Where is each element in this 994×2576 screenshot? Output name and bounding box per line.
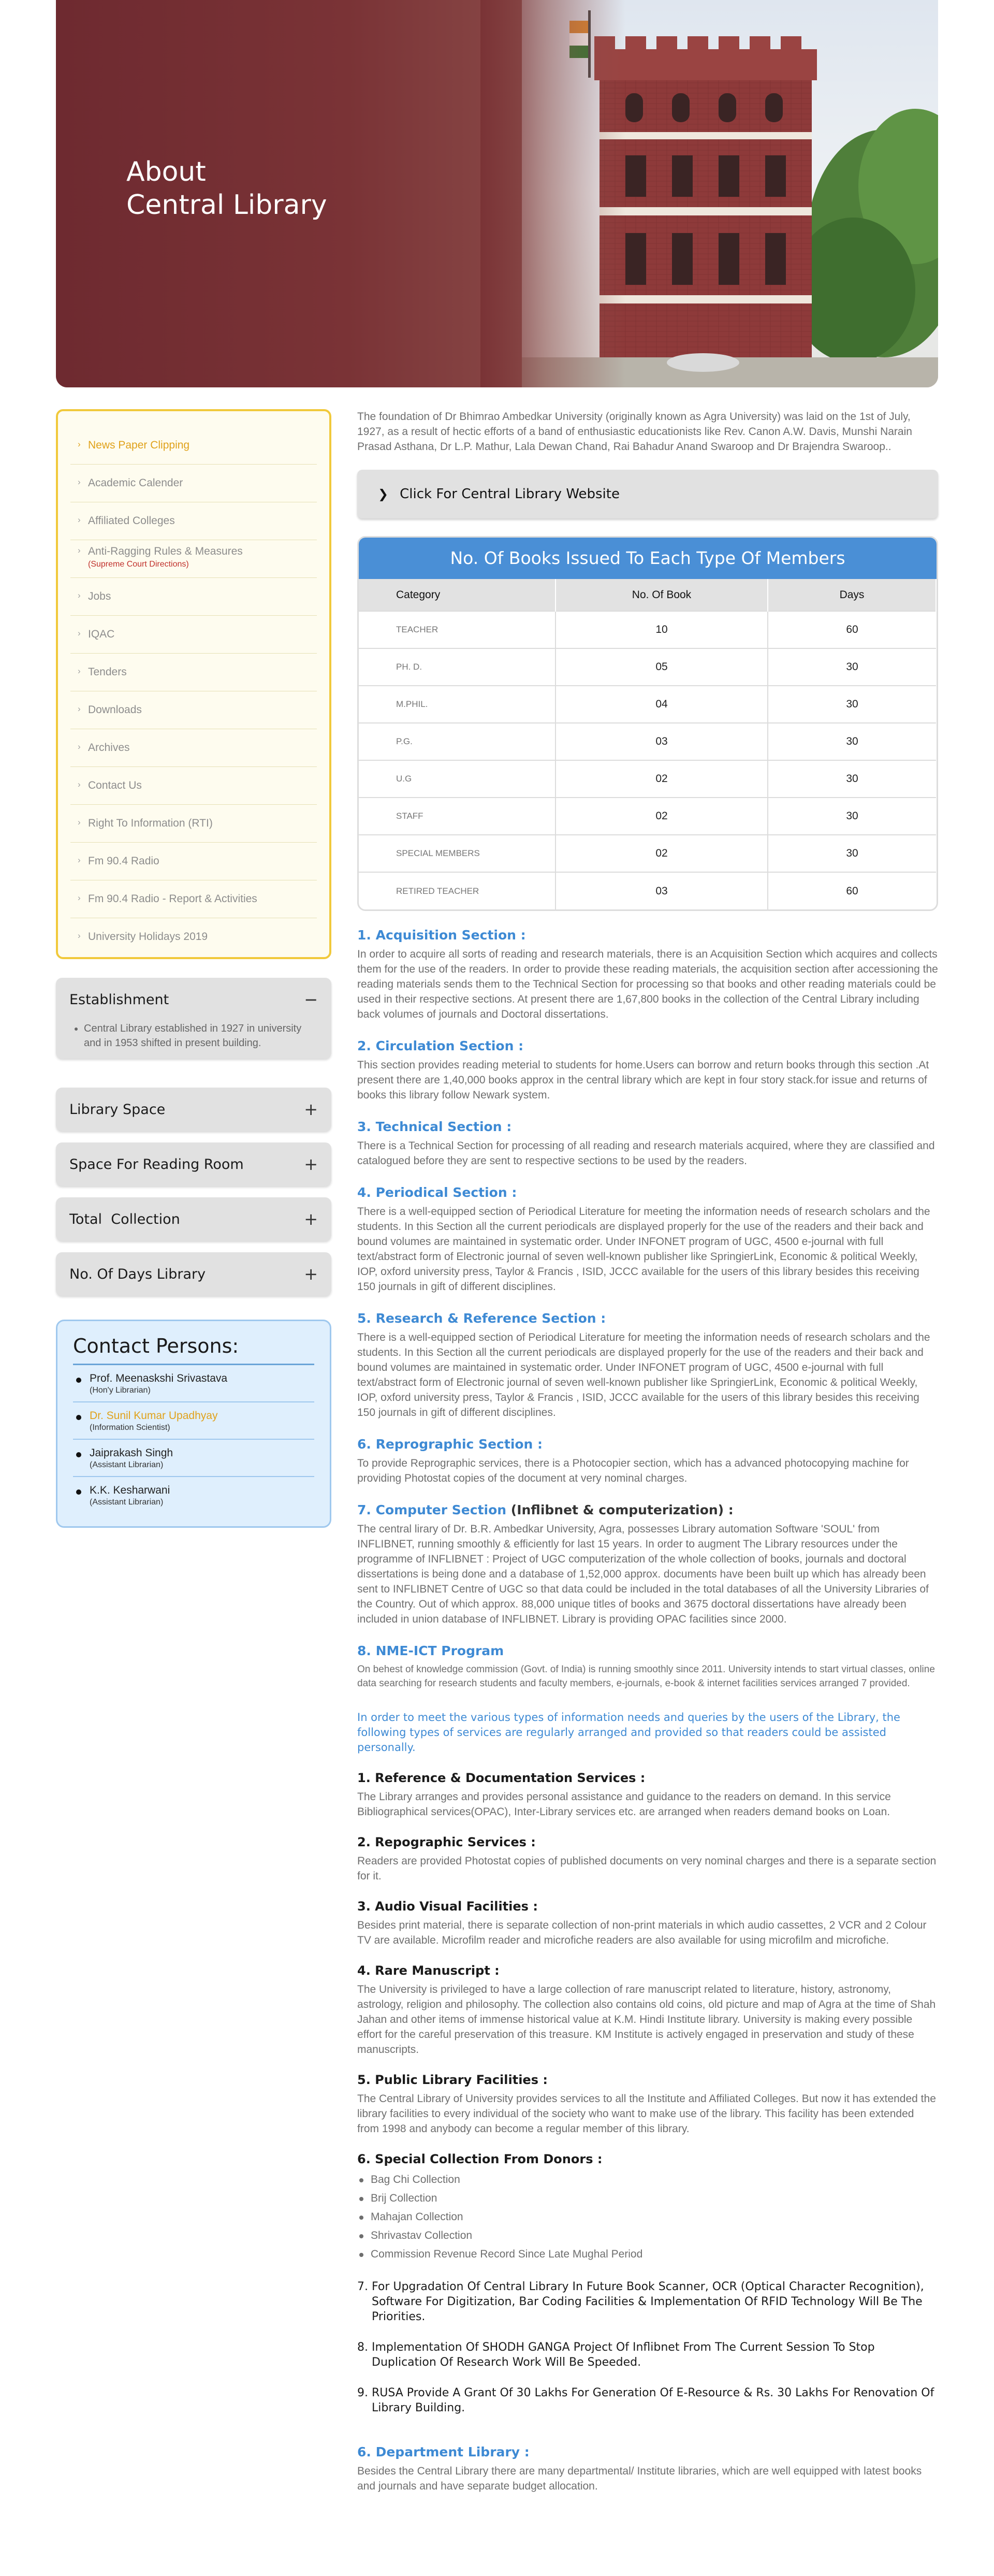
- cell-days: 30: [768, 686, 936, 723]
- accordion-title: No. Of Days Library: [69, 1266, 206, 1282]
- cell-category: PH. D.: [359, 648, 556, 686]
- contact-persons-title: Contact Persons:: [73, 1335, 314, 1365]
- accordion-title: Establishment: [69, 991, 169, 1008]
- section-text-computer: The central lirary of Dr. B.R. Ambedkar University, Agra, possesses Library automation Software 'SOUL' from INFLIBNET, running smoothly & efficiently for last 15 years. In order to augment The Library resources under the programme of INFLIBNET : Project of UGC computerization of the whole collection of books, journals and doctoral dissertations is being done and a database of 1,52,000 approx. documents have been built up which has already been sent to INFLIBNET Centre of UGC so that data could be included in the total databases of all the University Libraries of the Country. Out of which approx. 88,000 unique titles of books and 3675 doctoral dissertations have already been included in union database of INFLIBNET. Library is providing OPAC facilities since 2000.: [357, 1523, 929, 1625]
- hero-gradient-overlay: [480, 0, 625, 387]
- service-text-rare-manuscript: The University is privileged to have a large collection of rare manuscript related to literature, history, astronomy, astrology, religion and philosophy. The collection also contains old coins, old picture and map of Agra at the time of Shah Jahan and other items of immense historical value at K.M. Hindi Institute library. University is making every possible effort for the careful preservation of this treasure. KM Institute is actively engaged in preservation and study of these manuscripts.: [357, 1984, 936, 2056]
- expand-icon[interactable]: +: [304, 1154, 318, 1174]
- bullet-icon: [76, 1415, 81, 1420]
- cell-books: 03: [556, 872, 768, 909]
- cell-books: 04: [556, 686, 768, 723]
- page-title: [126, 155, 327, 222]
- chevron-right-icon: ›: [78, 704, 81, 714]
- contact-role: (Assistant Librarian): [90, 1460, 164, 1469]
- sidebar-link-label: Jobs: [88, 590, 111, 602]
- sidebar-link-archives[interactable]: [70, 729, 317, 767]
- contact-name-link[interactable]: Dr. Sunil Kumar Upadhyay: [90, 1410, 218, 1422]
- sidebar-link-university-holidays[interactable]: [70, 918, 317, 956]
- donors-list: [357, 2170, 938, 2264]
- sidebar-link-sublabel: (Supreme Court Directions): [88, 560, 189, 569]
- accordion-header[interactable]: [56, 1252, 331, 1296]
- cell-days: 60: [768, 872, 936, 909]
- contact-role: (Information Scientist): [90, 1423, 170, 1432]
- expand-icon[interactable]: +: [304, 1099, 318, 1119]
- accordion-body-text: • Central Library established in 1927 in university and in 1953 shifted in present building.: [84, 1021, 318, 1050]
- contact-name: K.K. Kesharwani: [90, 1484, 170, 1496]
- numbered-point-7: 7. For Upgradation Of Central Library In Future Book Scanner, OCR (Optical Character Recognition), Software For Digitization, Bar Coding Facilities & Implementation Of RFID Technology Will Be The Priorities.: [357, 2280, 924, 2323]
- sidebar-link-label: Anti-Ragging Rules & Measures: [88, 545, 243, 557]
- sidebar-link-label: Tenders: [88, 666, 127, 678]
- table-row: [359, 648, 936, 686]
- sidebar-link-academic-calender[interactable]: [70, 465, 317, 502]
- table-row: [359, 798, 936, 835]
- chevron-right-icon: ›: [78, 666, 81, 676]
- chevron-right-icon: ›: [78, 855, 81, 865]
- page-title-line-1: About: [126, 156, 206, 187]
- contact-person: [73, 1477, 314, 1513]
- numbered-point-9: 9. RUSA Provide A Grant Of 30 Lakhs For Generation Of E-Resource & Rs. 30 Lakhs For Renovation Of Library Building.: [357, 2386, 934, 2414]
- table-header-row: [359, 579, 936, 611]
- sidebar-link-fm-radio[interactable]: [70, 843, 317, 880]
- sidebar-link-label: News Paper Clipping: [88, 439, 190, 451]
- expand-icon[interactable]: +: [304, 1264, 318, 1284]
- services-intro-highlight: In order to meet the various types of information needs and queries by the users of the Library, the following types of services are regularly arranged and provided so that readers could be assisted personally.: [357, 1711, 900, 1754]
- section-heading-research-reference: 5. Research & Reference Section :: [357, 1311, 606, 1326]
- cell-category: P.G.: [359, 723, 556, 760]
- cell-category: SPECIAL MEMBERS: [359, 835, 556, 872]
- section-heading-periodical: 4. Periodical Section :: [357, 1185, 517, 1200]
- sidebar-link-affiliated-colleges[interactable]: [70, 502, 317, 540]
- section-heading-acquisition: 1. Acquisition Section :: [357, 928, 526, 943]
- section-heading-technical: 3. Technical Section :: [357, 1119, 512, 1134]
- sidebar-link-label: Academic Calender: [88, 477, 183, 489]
- service-text-repographic: Readers are provided Photostat copies of published documents on very nominal charges and there is a separate section for it.: [357, 1855, 937, 1882]
- table-row: [359, 723, 936, 760]
- column-header-no-of-book: No. Of Book: [556, 579, 768, 611]
- section-text-circulation: This section provides reading meterial to students for home.Users can borrow and return books through this section .At present there are 1,40,000 books approx in the central library which are kept in four story stack.for issue and returns of books this library follow Newark system.: [357, 1059, 929, 1101]
- chevron-right-icon: ›: [78, 545, 81, 555]
- chevron-right-icon: ›: [78, 817, 81, 827]
- section-text-acquisition: In order to acquire all sorts of reading and research materials, there is an Acquisition Section which acquires and collects them for the use of the readers. In order to provide these reading materials, the acquisition section after accessioning the reading materials sends them to the Technical Section for processing so that books and other reading materials could be used in their respective sections. At present there are 1,67,800 books in the collection of the Central Library including back volumes of journals and Doctoral dissertations.: [357, 948, 938, 1020]
- collapse-icon[interactable]: −: [304, 990, 318, 1009]
- sidebar-link-label: Right To Information (RTI): [88, 817, 213, 829]
- cell-days: 30: [768, 835, 936, 872]
- chevron-right-icon: ❯: [378, 487, 389, 501]
- cell-days: 30: [768, 723, 936, 760]
- accordion-establishment[interactable]: [56, 978, 331, 1059]
- books-issued-table: [359, 579, 937, 909]
- section-text-technical: There is a Technical Section for processing of all reading and research materials acquired, where they are classified and catalogued before they are sent to respective sections to be used by the readers.: [357, 1140, 935, 1167]
- list-item: Shrivastav Collection: [357, 2226, 938, 2245]
- section-heading-computer-main: 7. Computer Section: [357, 1502, 507, 1517]
- table-row: [359, 686, 936, 723]
- cell-books: 02: [556, 798, 768, 835]
- books-table-title: No. Of Books Issued To Each Type Of Members: [359, 538, 937, 579]
- section-text-nme-ict: On behest of knowledge commission (Govt. of India) is running smoothly since 2011. University intends to start virtual classes, online data searching for research students and faculty members, e-journals, e-book & internet facilities services arranged 7 provided.: [357, 1664, 935, 1689]
- main-content: [357, 409, 938, 2494]
- cell-days: 30: [768, 760, 936, 798]
- service-heading-reference: 1. Reference & Documentation Services :: [357, 1771, 646, 1785]
- sidebar-link-label: Fm 90.4 Radio - Report & Activities: [88, 893, 257, 905]
- page-title-line-2: Central Library: [126, 190, 327, 221]
- contact-person: [73, 1365, 314, 1402]
- sidebar-link-label: Downloads: [88, 704, 142, 716]
- cell-category: TEACHER: [359, 611, 556, 648]
- intro-paragraph: The foundation of Dr Bhimrao Ambedkar University (originally known as Agra University) was laid on the 1st of July, 1927, as a result of hectic efforts of a band of enthusiastic educationists like Rev. Canon A.W. Davis, Munshi Narain Prasad Asthana, Dr L.P. Mathur, Lala Dewan Chand, Rai Bahadur Anand Swaroop and Dr Brajendra Swaroop..: [357, 411, 912, 453]
- section-heading-department-library: 6. Department Library :: [357, 2444, 530, 2459]
- sidebar-link-jobs[interactable]: [70, 578, 317, 616]
- sidebar-link-rti[interactable]: [70, 805, 317, 843]
- sidebar-link-label: Contact Us: [88, 779, 142, 791]
- chevron-right-icon: ›: [78, 590, 81, 600]
- section-heading-circulation: 2. Circulation Section :: [357, 1038, 524, 1053]
- table-row: [359, 872, 936, 909]
- chevron-right-icon: ›: [78, 515, 81, 525]
- cell-books: 02: [556, 760, 768, 798]
- section-heading-computer: [357, 1502, 938, 1517]
- service-heading-audio-visual: 3. Audio Visual Facilities :: [357, 1899, 538, 1914]
- bullet-icon: [76, 1489, 81, 1495]
- expand-icon[interactable]: +: [304, 1209, 318, 1229]
- bullet-icon: [76, 1378, 81, 1383]
- chevron-right-icon: ›: [78, 439, 81, 449]
- numbered-point-8: 8. Implementation Of SHODH GANGA Project Of Inflibnet From The Current Session To Stop Duplication Of Research Work Will Be Speeded.: [357, 2341, 875, 2369]
- chevron-right-icon: ›: [78, 779, 81, 789]
- sidebar-quick-links: [56, 409, 331, 959]
- accordion-title: Space For Reading Room: [69, 1156, 244, 1173]
- service-text-audio-visual: Besides print material, there is separate collection of non-print materials in which audio cassettes, 2 VCR and 2 Colour TV are available. Microfilm reader and microfiche readers are also available for using microfilm and microfiche.: [357, 1919, 927, 1946]
- service-heading-rare-manuscript: 4. Rare Manuscript :: [357, 1963, 500, 1978]
- chevron-right-icon: ›: [78, 931, 81, 940]
- sidebar-link-label: Fm 90.4 Radio: [88, 855, 159, 867]
- central-library-website-button[interactable]: [357, 470, 938, 518]
- bullet-icon: [76, 1452, 81, 1457]
- cell-books: 03: [556, 723, 768, 760]
- accordion-days-library[interactable]: [56, 1252, 331, 1296]
- cell-days: 30: [768, 648, 936, 686]
- service-text-reference: The Library arranges and provides personal assistance and guidance to the readers on demand. In this service Bibliographical services(OPAC), Inter-Library services etc. are arranged when readers demand books on Loan.: [357, 1791, 891, 1818]
- cell-category: STAFF: [359, 798, 556, 835]
- chevron-right-icon: ›: [78, 742, 81, 751]
- accordion-title: Library Space: [69, 1101, 166, 1118]
- contact-person: [73, 1440, 314, 1477]
- books-issued-table-card: [357, 536, 938, 911]
- accordion-library-space[interactable]: [56, 1088, 331, 1131]
- chevron-right-icon: ›: [78, 893, 81, 903]
- section-text-department-library: Besides the Central Library there are many departmental/ Institute libraries, which are well equipped with latest books and journals and have separate budget allocation.: [357, 2465, 922, 2492]
- cell-category: M.PHIL.: [359, 686, 556, 723]
- sidebar-link-iqac[interactable]: [70, 616, 317, 654]
- service-heading-repographic: 2. Repographic Services :: [357, 1835, 536, 1849]
- contact-role: (Hon'y Librarian): [90, 1386, 151, 1395]
- accordion-body: [56, 1021, 331, 1059]
- section-text-reprographic: To provide Reprographic services, there is a Photocopier section, which has a advanced photocopying machine for providing Photostat copies of the document at very nominal charges.: [357, 1457, 909, 1484]
- contact-name: Prof. Meenaskshi Srivastava: [90, 1372, 228, 1384]
- contact-person: [73, 1402, 314, 1440]
- accordion-title: Total Collection: [69, 1211, 180, 1227]
- donors-heading: 6. Special Collection From Donors :: [357, 2152, 603, 2166]
- sidebar-link-label: IQAC: [88, 628, 115, 640]
- section-text-research-reference: There is a well-equipped section of Periodical Literature for meeting the information needs of research scholars and the students. In this Section all the current periodicals are displayed properly for the use of the readers and their back and bound volumes are maintained in systematic order. Under INFONET program of UGC, 4500 e-journal with full text/abstract form of Electronic journal of seven well-known publisher like SpringierLink, Economic & political Weekly, IOP, oxford university press, Taylor & Francis , ISID, JCCC available for the users of this library besides this receiving 150 journals in gift of different disciplines.: [357, 1332, 930, 1419]
- contact-name: Jaiprakash Singh: [90, 1447, 173, 1459]
- cell-books: 10: [556, 611, 768, 648]
- accordion-total-collection[interactable]: [56, 1197, 331, 1241]
- list-item: Brij Collection: [357, 2189, 938, 2208]
- cell-books: 05: [556, 648, 768, 686]
- list-item: Commission Revenue Record Since Late Mughal Period: [357, 2245, 938, 2264]
- section-heading-reprographic: 6. Reprographic Section :: [357, 1437, 543, 1452]
- accordion-reading-room[interactable]: [56, 1142, 331, 1186]
- accordion-header[interactable]: [56, 1197, 331, 1241]
- sidebar-link-anti-ragging[interactable]: [70, 540, 317, 578]
- cell-days: 60: [768, 611, 936, 648]
- sidebar-link-downloads[interactable]: [70, 691, 317, 729]
- table-row: [359, 611, 936, 648]
- sidebar-link-contact-us[interactable]: [70, 767, 317, 805]
- list-item: Mahajan Collection: [357, 2208, 938, 2226]
- sidebar-link-fm-radio-report[interactable]: [70, 880, 317, 918]
- sidebar-link-label: Archives: [88, 742, 130, 754]
- chevron-right-icon: ›: [78, 477, 81, 487]
- service-heading-public-library: 5. Public Library Facilities :: [357, 2073, 548, 2087]
- table-row: [359, 835, 936, 872]
- list-item: Bag Chi Collection: [357, 2170, 938, 2189]
- column-header-category: Category: [359, 579, 556, 611]
- cell-days: 30: [768, 798, 936, 835]
- column-header-days: Days: [768, 579, 936, 611]
- cell-category: U.G: [359, 760, 556, 798]
- accordion-header[interactable]: [56, 1142, 331, 1186]
- chevron-right-icon: ›: [78, 628, 81, 638]
- contact-role: (Assistant Librarian): [90, 1498, 164, 1507]
- accordion-header[interactable]: [56, 978, 331, 1021]
- service-text-public-library: The Central Library of University provides services to all the Institute and Affiliated Colleges. But now it has extended the library facilities to every individual of the society who want to make use of the library. This facility has been extended from 1998 and anybody can become a regular member of this library.: [357, 2093, 936, 2135]
- hero-banner: [56, 0, 938, 387]
- contact-persons-card: [56, 1320, 331, 1528]
- sidebar-link-label: Affiliated Colleges: [88, 515, 175, 527]
- section-heading-nme-ict: 8. NME-ICT Program: [357, 1643, 504, 1658]
- section-heading-computer-extra: (Inflibnet & computerization) :: [506, 1502, 734, 1517]
- section-text-periodical: There is a well-equipped section of Periodical Literature for meeting the information needs of research scholars and the students. In this Section all the current periodicals are displayed properly for the use of the readers and their back and bound volumes are maintained in systematic order. Under INFONET program of UGC, 4500 e-journal with full text/abstract form of Electronic journal of seven well-known publisher like SpringierLink, Economic & political Weekly, IOP, oxford university press, Taylor & Francis , ISID, JCCC available for the users of this library besides this receiving 150 journals in gift of different disciplines.: [357, 1206, 930, 1293]
- sidebar-link-tenders[interactable]: [70, 654, 317, 691]
- sidebar-link-news-paper-clipping[interactable]: [70, 427, 317, 465]
- accordion-header[interactable]: [56, 1088, 331, 1131]
- sidebar-link-label: University Holidays 2019: [88, 931, 208, 943]
- cell-books: 02: [556, 835, 768, 872]
- cell-category: RETIRED TEACHER: [359, 872, 556, 909]
- central-library-website-label: Click For Central Library Website: [400, 486, 620, 502]
- table-row: [359, 760, 936, 798]
